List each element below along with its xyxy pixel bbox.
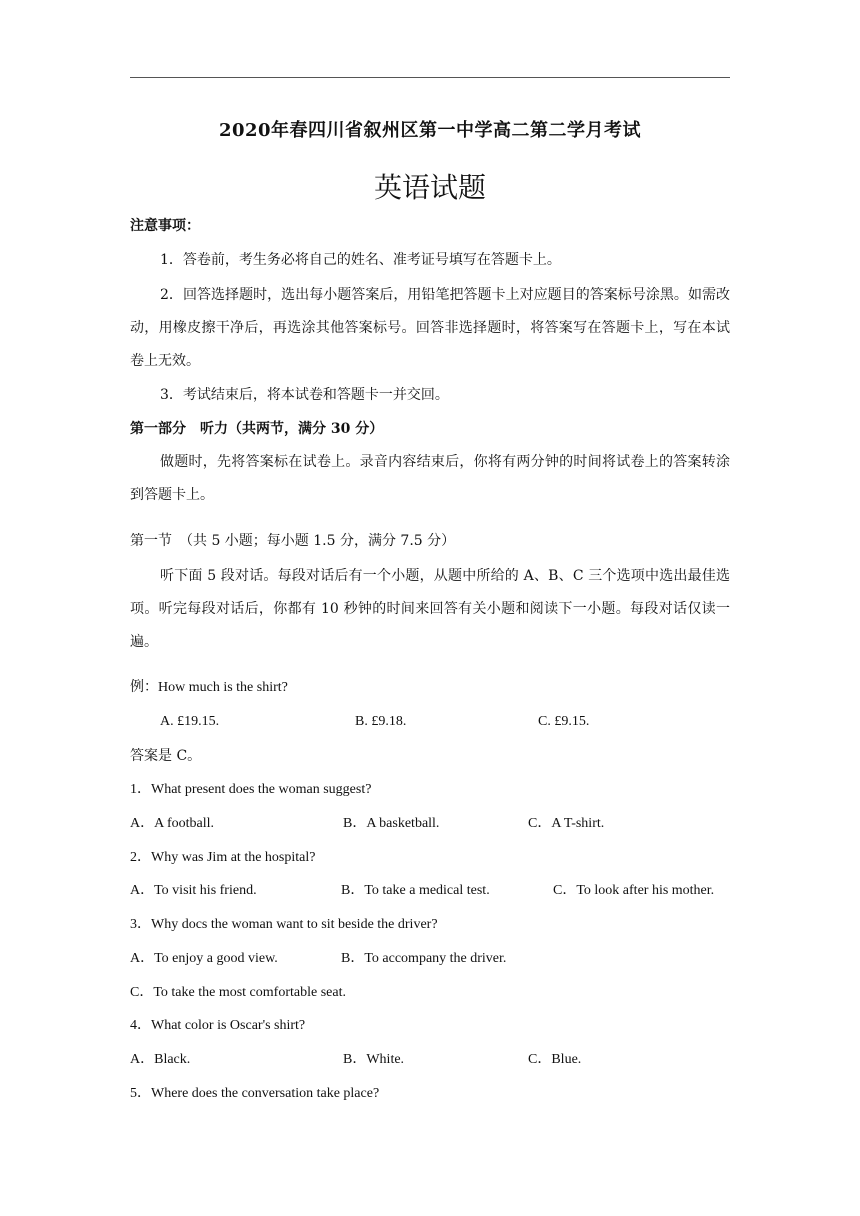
example-question: 例：How much is the shirt?: [130, 680, 288, 695]
part1-heading: 第一部分 听力（共两节，满分 30 分）: [130, 421, 384, 437]
question-5: 5．Where does the conversation take place?: [130, 1086, 380, 1101]
question-2: 2．Why was Jim at the hospital?: [130, 850, 316, 865]
question-4-option-a: A．Black.: [130, 1052, 191, 1067]
section1-instruction: 听下面 5 段对话。每段对话后有一个小题，从题中所给的 A、B、C 三个选项中选出最佳选项。听完每段对话后，你都有 10 秒钟的时间来回答有关小题和阅读下一小题。每段对话仅读一遍。: [130, 568, 730, 650]
header-rule: [130, 77, 730, 78]
question-3-option-b: B．To accompany the driver.: [341, 951, 507, 966]
notice-item-2: 2．回答选择题时，选出每小题答案后，用铅笔把答题卡上对应题目的答案标号涂黑。如需改动，用橡皮擦干净后，再选涂其他答案标号。回答非选择题时，将答案写在答题卡上，写在本试卷上无效。: [130, 287, 730, 369]
question-4-option-b: B．White.: [343, 1052, 405, 1067]
question-3-option-c: C．To take the most comfortable seat.: [130, 985, 346, 1000]
notice-item-1: 1．答卷前，考生务必将自己的姓名、准考证号填写在答题卡上。: [160, 252, 561, 268]
question-1: 1．What present does the woman suggest?: [130, 782, 372, 797]
notice-heading: 注意事项：: [130, 218, 200, 234]
example-option-c: C. £9.15.: [538, 714, 590, 729]
question-2-option-a: A．To visit his friend.: [130, 883, 257, 898]
question-3-option-a: A．To enjoy a good view.: [130, 951, 278, 966]
example-option-b: B. £9.18.: [355, 714, 407, 729]
example-option-a: A. £19.15.: [160, 714, 220, 729]
question-3: 3．Why docs the woman want to sit beside the driver?: [130, 917, 438, 932]
exam-title: 2020年春四川省叙州区第一中学高二第二学月考试: [218, 120, 642, 141]
example-answer: 答案是 C。: [130, 748, 202, 764]
notice-item-3: 3．考试结束后，将本试卷和答题卡一并交回。: [160, 387, 449, 403]
question-4: 4．What color is Oscar's shirt?: [130, 1018, 306, 1033]
question-4-option-c: C．Blue.: [528, 1052, 582, 1067]
question-2-option-c: C．To look after his mother.: [553, 883, 715, 898]
question-1-option-c: C．A T-shirt.: [528, 816, 605, 831]
question-1-option-a: A．A football.: [130, 816, 214, 831]
question-1-option-b: B．A basketball.: [343, 816, 440, 831]
part1-instruction: 做题时，先将答案标在试卷上。录音内容结束后，你将有两分钟的时间将试卷上的答案转涂到答题卡上。: [130, 454, 730, 503]
section1-heading: 第一节 （共 5 小题；每小题 1.5 分，满分 7.5 分）: [130, 533, 456, 549]
question-2-option-b: B．To take a medical test.: [341, 883, 490, 898]
exam-subject: 英语试题: [373, 171, 486, 204]
